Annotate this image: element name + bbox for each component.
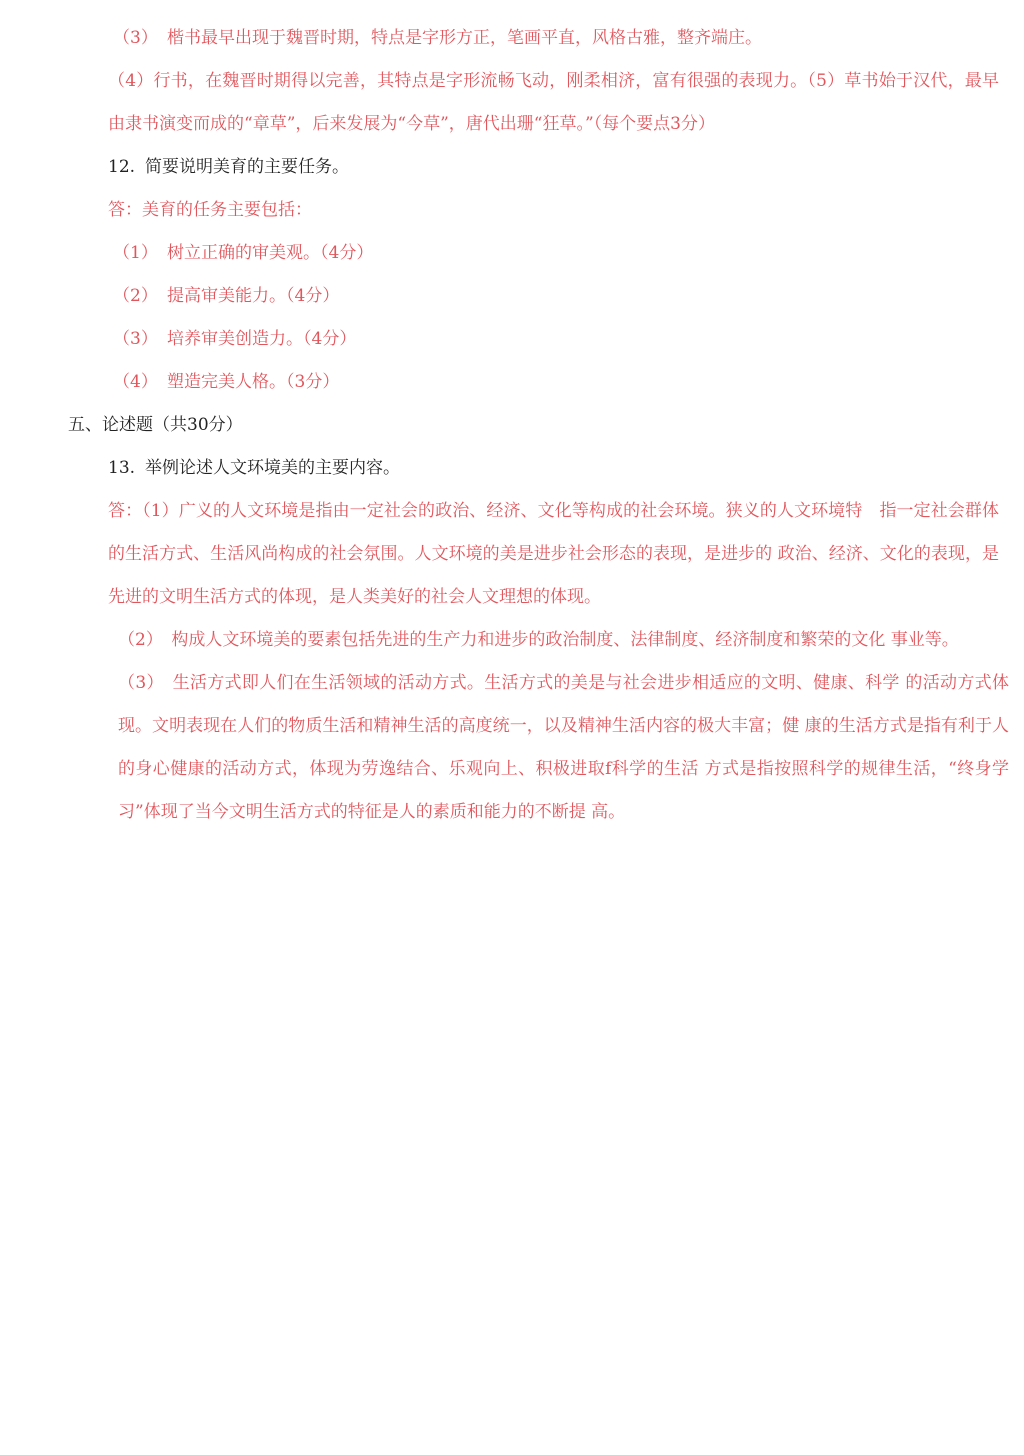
question-13	[68, 447, 1024, 490]
answer-12-item-2	[68, 275, 1024, 318]
question-12	[68, 146, 1024, 189]
answer-13-paragraph-1: 答：（1）广义的人文环境是指由一定社会的政治、经济、文化等构成的社会环境。狭义的人文环境特 指一定社会群体的生活方式、生活风尚构成的社会氛围。人文环境的美是进步社会形态的表现，是进步的 政治、经济、文化的表现，是先进的文明生活方式的体现，是人类美好的社会人文理想的体现。	[108, 501, 999, 607]
item-text: 培养审美创造力。（4分）	[167, 329, 357, 349]
item-number: （2）	[113, 286, 158, 306]
answer-12-item-1	[68, 232, 1024, 275]
question-number: 13.	[108, 458, 136, 478]
answer-item-q11-3	[68, 17, 1024, 60]
question-text: 简要说明美育的主要任务。	[145, 157, 349, 177]
item-number: （3）	[113, 28, 158, 48]
answer-12-item-4	[68, 361, 1024, 404]
item-text: 树立正确的审美观。（4分）	[167, 243, 374, 263]
item-number: （3）	[113, 329, 158, 349]
item-number: （1）	[113, 243, 158, 263]
answer-paragraph-q11-4-5: （4）行书，在魏晋时期得以完善，其特点是字形流畅飞动，刚柔相济，富有很强的表现力。（5）草书始于汉代，最早由隶书演变而成的“章草”，后来发展为“今草”，唐代出珊“狂草。”（每个要点3分）	[108, 71, 999, 134]
item-number: （4）	[113, 372, 158, 392]
item-text: 提高审美能力。（4分）	[167, 286, 340, 306]
answer-12-item-3	[68, 318, 1024, 361]
item-text: 楷书最早出现于魏晋时期，特点是字形方正，笔画平直，风格古雅，整齐端庄。	[167, 28, 762, 48]
answer-13-paragraph-3: （3） 生活方式即人们在生活领域的活动方式。生活方式的美是与社会进步相适应的文明、健康、科学 的活动方式体现。文明表现在人们的物质生活和精神生活的高度统一，以及精神生活内容的极大丰富；健 康的生活方式是指有利于人的身心健康的活动方式，体现为劳逸结合、乐观向上、积极进取f科学的生活 方式是指按照科学的规律生活，“终身学习”体现了当今文明生活方式的特征是人的素质和能力的不断提 高。	[118, 673, 1009, 822]
answer-12-intro: 答：美育的任务主要包括：	[108, 200, 312, 220]
item-text: 塑造完美人格。（3分）	[167, 372, 340, 392]
question-text: 举例论述人文环境美的主要内容。	[145, 458, 400, 478]
question-number: 12.	[108, 157, 136, 177]
document-page	[0, 17, 1024, 834]
section-5-heading: 五、论述题（共30分）	[68, 415, 243, 435]
answer-13-paragraph-2: （2） 构成人文环境美的要素包括先进的生产力和进步的政治制度、法律制度、经济制度和繁荣的文化 事业等。	[118, 630, 959, 650]
